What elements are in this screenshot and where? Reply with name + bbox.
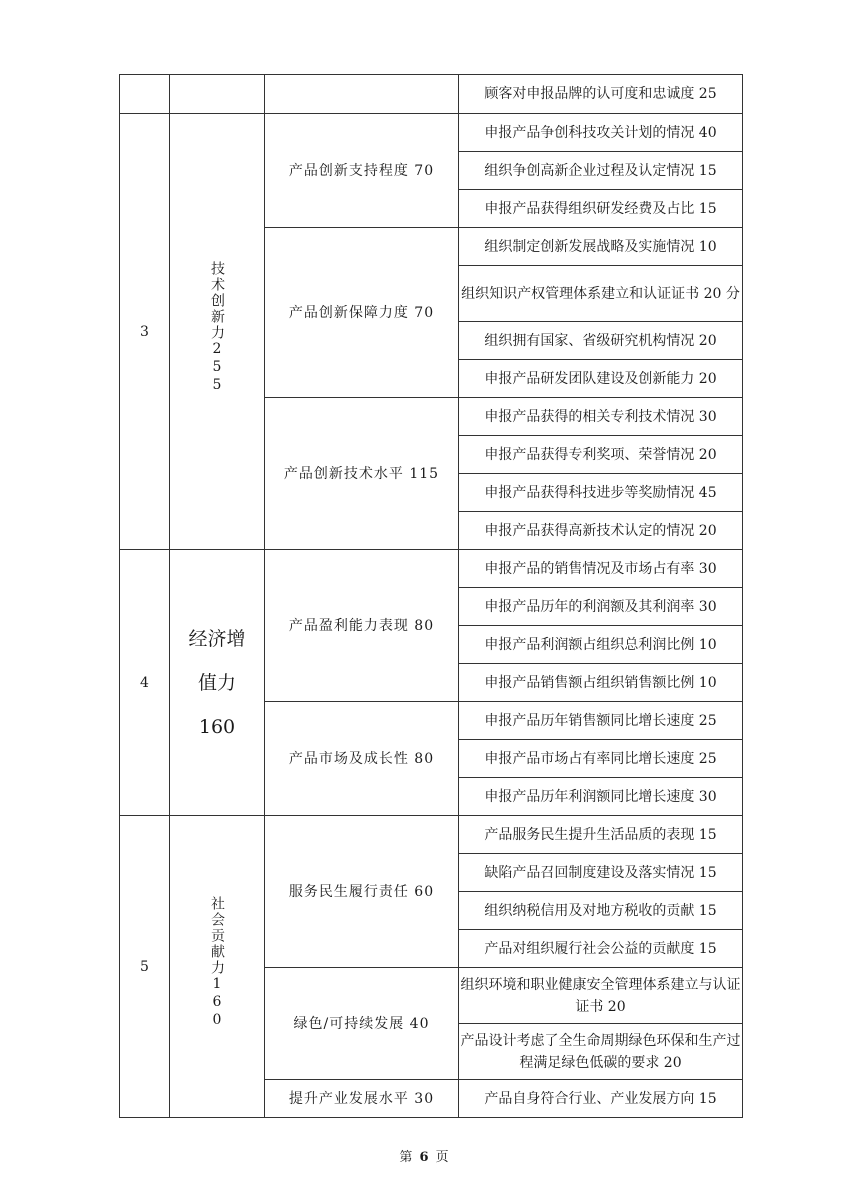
indicator-item: 组织制定创新发展战略及实施情况 10 xyxy=(459,228,743,266)
indicator-item: 申报产品历年销售额同比增长速度 25 xyxy=(459,702,743,740)
section-name: 技术创新力255 xyxy=(170,114,265,550)
indicator-item: 组织知识产权管理体系建立和认证证书 20 分 xyxy=(459,266,743,322)
section-number: 3 xyxy=(120,114,170,550)
criterion: 产品创新保障力度 70 xyxy=(265,228,459,398)
indicator-item: 申报产品争创科技攻关计划的情况 40 xyxy=(459,114,743,152)
indicator-item: 申报产品销售额占组织销售额比例 10 xyxy=(459,664,743,702)
indicator-item: 申报产品的销售情况及市场占有率 30 xyxy=(459,550,743,588)
evaluation-table xyxy=(119,74,743,1118)
indicator-item: 顾客对申报品牌的认可度和忠诚度 25 xyxy=(459,75,743,114)
section-number: 5 xyxy=(120,816,170,1118)
indicator-item: 组织纳税信用及对地方税收的贡献 15 xyxy=(459,892,743,930)
indicator-item: 申报产品获得组织研发经费及占比 15 xyxy=(459,190,743,228)
indicator-item: 组织争创高新企业过程及认定情况 15 xyxy=(459,152,743,190)
empty-cell xyxy=(120,75,170,114)
indicator-item: 申报产品利润额占组织总利润比例 10 xyxy=(459,626,743,664)
indicator-item: 申报产品获得的相关专利技术情况 30 xyxy=(459,398,743,436)
footer-prefix: 第 xyxy=(399,1150,413,1165)
page-footer xyxy=(0,1146,848,1165)
indicator-item: 产品自身符合行业、产业发展方向 15 xyxy=(459,1080,743,1118)
empty-cell xyxy=(265,75,459,114)
criterion: 服务民生履行责任 60 xyxy=(265,816,459,968)
indicator-item: 申报产品获得科技进步等奖励情况 45 xyxy=(459,474,743,512)
section-number: 4 xyxy=(120,550,170,816)
indicator-item: 申报产品历年的利润额及其利润率 30 xyxy=(459,588,743,626)
section-name-line: 值力 xyxy=(197,671,236,694)
section-name-line: 经济增 xyxy=(188,627,246,650)
indicator-item: 申报产品研发团队建设及创新能力 20 xyxy=(459,360,743,398)
criterion: 产品创新支持程度 70 xyxy=(265,114,459,228)
indicator-item: 组织拥有国家、省级研究机构情况 20 xyxy=(459,322,743,360)
indicator-item: 申报产品获得高新技术认定的情况 20 xyxy=(459,512,743,550)
indicator-item: 申报产品获得专利奖项、荣誉情况 20 xyxy=(459,436,743,474)
indicator-item: 产品设计考虑了全生命周期绿色环保和生产过程满足绿色低碳的要求 20 xyxy=(459,1024,743,1080)
criterion: 产品市场及成长性 80 xyxy=(265,702,459,816)
criterion: 产品盈利能力表现 80 xyxy=(265,550,459,702)
criterion: 产品创新技术水平 115 xyxy=(265,398,459,550)
footer-suffix: 页 xyxy=(435,1150,449,1165)
section-name: 社会贡献力160 xyxy=(170,816,265,1118)
indicator-item: 产品对组织履行社会公益的贡献度 15 xyxy=(459,930,743,968)
indicator-item: 组织环境和职业健康安全管理体系建立与认证证书 20 xyxy=(459,968,743,1024)
indicator-item: 产品服务民生提升生活品质的表现 15 xyxy=(459,816,743,854)
indicator-item: 申报产品历年利润额同比增长速度 30 xyxy=(459,778,743,816)
indicator-item: 缺陷产品召回制度建设及落实情况 15 xyxy=(459,854,743,892)
section-name-line: 160 xyxy=(198,715,236,738)
criterion: 绿色/可持续发展 40 xyxy=(265,968,459,1080)
page-number: 6 xyxy=(419,1150,429,1165)
indicator-item: 申报产品市场占有率同比增长速度 25 xyxy=(459,740,743,778)
criterion: 提升产业发展水平 30 xyxy=(265,1080,459,1118)
section-name xyxy=(170,550,265,816)
empty-cell xyxy=(170,75,265,114)
